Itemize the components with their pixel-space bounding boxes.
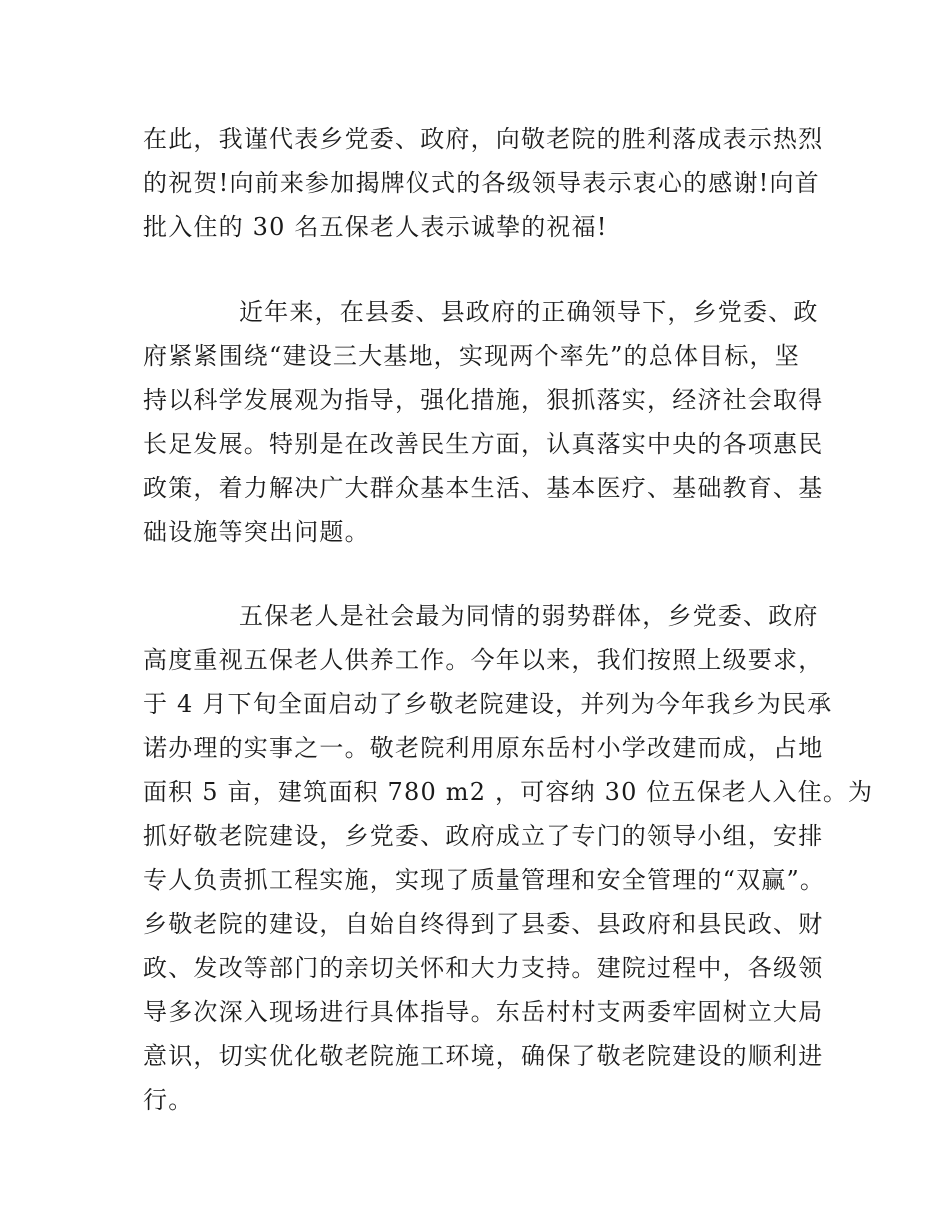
text-line: 批入住的 30 名五保老人表示诚挚的祝福! xyxy=(143,213,608,241)
text-line: 政策，着力解决广大群众基本生活、基本医疗、基础教育、基 xyxy=(143,474,824,502)
text-line: 诺办理的实事之一。敬老院利用原东岳村小学改建而成，占地 xyxy=(143,734,824,762)
text-line: 于 4 月下旬全面启动了乡敬老院建设，并列为今年我乡为民承 xyxy=(143,690,833,718)
text-line: 乡敬老院的建设，自始自终得到了县委、县政府和县民政、财 xyxy=(143,910,824,938)
text-line: 行。 xyxy=(143,1086,194,1114)
text-line: 持以科学发展观为指导，强化措施，狠抓落实，经济社会取得 xyxy=(143,386,824,414)
text-line: 长足发展。特别是在改善民生方面，认真落实中央的各项惠民 xyxy=(143,430,824,458)
text-line: 专人负责抓工程实施，实现了质量管理和安全管理的“双赢”。 xyxy=(143,866,826,894)
text-line: 抓好敬老院建设，乡党委、政府成立了专门的领导小组，安排 xyxy=(143,822,824,850)
text-line: 意识，切实优化敬老院施工环境，确保了敬老院建设的顺利进 xyxy=(143,1042,824,1070)
text-line: 础设施等突出问题。 xyxy=(143,518,370,546)
text-line: 府紧紧围绕“建设三大基地，实现两个率先”的总体目标，坚 xyxy=(143,342,800,370)
paragraph-3 xyxy=(143,594,873,1122)
text-line: 面积 5 亩，建筑面积 780 m2 ，可容纳 30 位五保老人入住。为 xyxy=(143,778,874,806)
paragraph-1 xyxy=(143,117,823,249)
text-line: 高度重视五保老人供养工作。今年以来，我们按照上级要求， xyxy=(143,646,824,674)
text-line: 政、发改等部门的亲切关怀和大力支持。建院过程中，各级领 xyxy=(143,954,824,982)
text-line: 五保老人是社会最为同情的弱势群体，乡党委、政府 xyxy=(239,602,819,630)
text-line: 的祝贺!向前来参加揭牌仪式的各级领导表示衷心的感谢!向首 xyxy=(143,169,820,197)
text-line: 近年来，在县委、县政府的正确领导下，乡党委、政 xyxy=(239,298,819,326)
text-line: 在此，我谨代表乡党委、政府，向敬老院的胜利落成表示热烈 xyxy=(143,125,824,153)
paragraph-2 xyxy=(143,290,823,554)
text-line: 导多次深入现场进行具体指导。东岳村村支两委牢固树立大局 xyxy=(143,998,824,1026)
